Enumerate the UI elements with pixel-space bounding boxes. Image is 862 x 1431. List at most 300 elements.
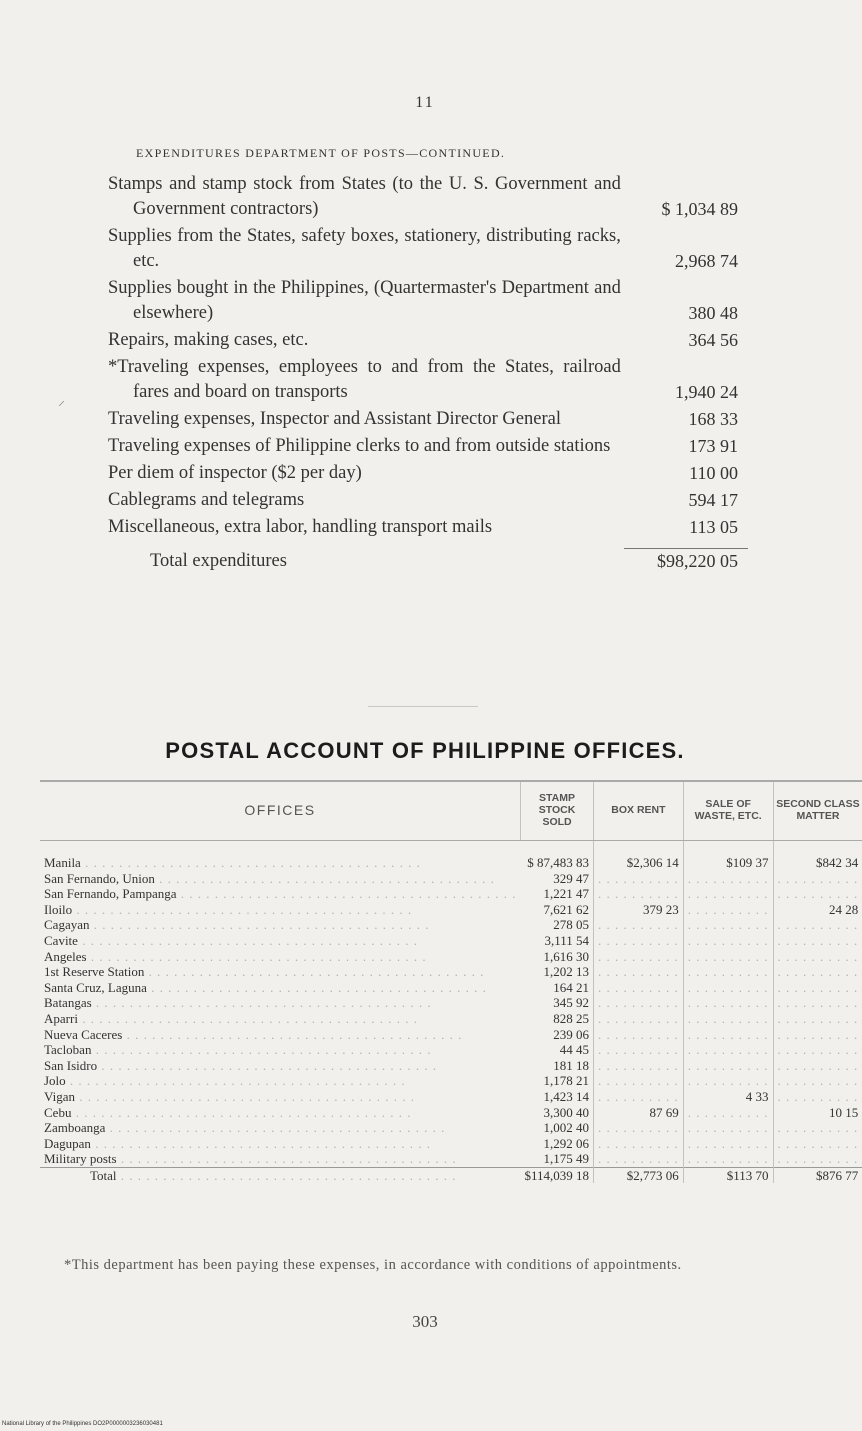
leader-dots: . . . . . . . . . . . . . . . . . . . . . . . . . . . . . . . . . . . . . . . . <box>144 964 485 980</box>
box-rent-cell <box>594 1089 684 1105</box>
expenditure-item <box>108 172 748 222</box>
stamp-stock-cell <box>521 886 594 902</box>
table-row <box>40 995 862 1011</box>
second-class-cell <box>773 917 862 933</box>
postal-account-table <box>40 780 862 1183</box>
expenditure-description: Repairs, making cases, etc. <box>108 330 309 350</box>
empty-cell-dots: . . . . . . . . . . <box>687 948 769 964</box>
second-class-cell-text: 10 15 <box>829 1104 859 1120</box>
table-row <box>40 917 862 933</box>
office-name-text: Zamboanga <box>44 1120 106 1136</box>
header-sale-of-waste: SALE OF WASTE, ETC. <box>683 781 773 841</box>
sale-of-waste-cell-text: $109 37 <box>726 855 769 870</box>
table-header-row <box>40 781 862 841</box>
empty-cell-dots: . . . . . . . . . . <box>777 1151 859 1167</box>
table-row <box>40 1073 862 1089</box>
second-class-cell-text: $876 77 <box>816 1167 859 1183</box>
sale-of-waste-cell <box>683 902 773 918</box>
office-name <box>40 995 521 1011</box>
second-class-cell <box>773 1042 862 1058</box>
empty-cell-dots: . . . . . . . . . . <box>687 1057 769 1073</box>
office-name-text: Aparri <box>44 1010 78 1026</box>
office-name-text: Dagupan <box>44 1135 91 1151</box>
sale-of-waste-cell <box>683 949 773 965</box>
empty-cell-dots: . . . . . . . . . . <box>687 1120 769 1136</box>
postal-account-title: POSTAL ACCOUNT OF PHILIPPINE OFFICES. <box>165 738 685 763</box>
header-stamp-stock: STAMP STOCK SOLD <box>521 781 594 841</box>
office-name <box>40 1151 521 1167</box>
table-row <box>40 1042 862 1058</box>
expenditure-description: Miscellaneous, extra labor, handling transport mails <box>108 517 493 537</box>
second-class-cell <box>773 1120 862 1136</box>
box-rent-cell <box>594 886 684 902</box>
office-name-text: Tacloban <box>44 1042 92 1058</box>
table-row <box>40 1011 862 1027</box>
total-row <box>40 1167 862 1183</box>
empty-cell-dots: . . . . . . . . . . <box>777 979 859 995</box>
separator-rule <box>368 706 478 707</box>
second-class-cell <box>773 886 862 902</box>
stamp-stock-cell-text: 3,300 40 <box>543 1104 590 1120</box>
office-name-text: Angeles <box>44 948 87 964</box>
expenditures-list <box>108 172 748 576</box>
office-name-text: Iloilo <box>44 901 73 917</box>
empty-cell-dots: . . . . . . . . . . <box>598 886 679 902</box>
office-name <box>40 871 521 887</box>
sale-of-waste-cell <box>683 1011 773 1027</box>
sale-of-waste-cell <box>683 917 773 933</box>
stamp-stock-cell-text: 1,616 30 <box>543 948 590 964</box>
office-name <box>40 1089 521 1105</box>
office-name <box>40 886 521 902</box>
empty-cell-dots: . . . . . . . . . . <box>598 1026 679 1042</box>
box-rent-cell <box>594 949 684 965</box>
empty-cell-dots: . . . . . . . . . . <box>598 1151 679 1167</box>
expenditure-amount: 380 48 <box>688 303 738 323</box>
second-class-cell <box>773 933 862 949</box>
office-name-text: San Fernando, Pampanga <box>44 886 177 902</box>
leader-dots: . . . . . . . . . . . . . . . . . . . . . . . . . . . . . . . . . . . . . . . . <box>91 1042 432 1058</box>
leader-dots: . . . . . . . . . . . . . . . . . . . . . . . . . . . . . . . . . . . . . . . . <box>75 1088 415 1104</box>
office-name <box>40 1011 521 1027</box>
expenditure-item <box>108 276 748 326</box>
leader-dots: . . . . . . . . . . . . . . . . . . . . . . . . . . . . . . . . . . . . . . . . <box>72 901 413 917</box>
page-number-bottom: 303 <box>412 1312 438 1331</box>
sale-of-waste-cell <box>683 1120 773 1136</box>
office-name-text: Nueva Caceres <box>44 1026 123 1042</box>
stamp-stock-cell <box>521 1105 594 1121</box>
stamp-stock-cell <box>521 949 594 965</box>
box-rent-cell <box>594 980 684 996</box>
sale-of-waste-cell <box>683 1136 773 1152</box>
empty-cell-dots: . . . . . . . . . . <box>687 1104 769 1120</box>
leader-dots: . . . . . . . . . . . . . . . . . . . . . . . . . . . . . . . . . . . . . . . . <box>65 1073 406 1089</box>
margin-mark: ⸝ <box>58 394 65 409</box>
sale-of-waste-cell <box>683 1105 773 1121</box>
empty-cell-dots: . . . . . . . . . . <box>687 1042 769 1058</box>
empty-cell-dots: . . . . . . . . . . <box>598 948 679 964</box>
office-name-text: 1st Reserve Station <box>44 964 145 980</box>
expenditure-description: Per diem of inspector ($2 per day) <box>108 463 362 483</box>
second-class-cell <box>773 902 862 918</box>
box-rent-cell <box>594 1120 684 1136</box>
box-rent-cell <box>594 1167 684 1183</box>
sale-of-waste-cell <box>683 1151 773 1167</box>
empty-cell-dots: . . . . . . . . . . <box>687 901 769 917</box>
office-name <box>40 1058 521 1074</box>
empty-cell-dots: . . . . . . . . . . <box>687 1135 769 1151</box>
box-rent-cell <box>594 841 684 871</box>
second-class-cell <box>773 1105 862 1121</box>
empty-cell-dots: . . . . . . . . . . <box>598 1057 679 1073</box>
empty-cell-dots: . . . . . . . . . . <box>777 1073 859 1089</box>
leader-dots: . . . . . . . . . . . . . . . . . . . . . . . . . . . . . . . . . . . . . . . . <box>176 886 517 902</box>
expenditure-amount: 1,940 24 <box>675 382 738 402</box>
empty-cell-dots: . . . . . . . . . . <box>687 917 769 933</box>
table-row <box>40 964 862 980</box>
expenditure-description: Traveling expenses, Inspector and Assistant Director General <box>108 409 561 429</box>
stamp-stock-cell <box>521 964 594 980</box>
empty-cell-dots: . . . . . . . . . . <box>598 1088 679 1104</box>
second-class-cell <box>773 995 862 1011</box>
sale-of-waste-cell <box>683 1089 773 1105</box>
sale-of-waste-cell <box>683 886 773 902</box>
leader-dots: . . . . . . . . . . . . . . . . . . . . . . . . . . . . . . . . . . . . . . . . <box>77 1010 418 1026</box>
leader-dots: . . . . . . . . . . . . . . . . . . . . . . . . . . . . . . . . . . . . . . . . <box>154 870 495 886</box>
stamp-stock-cell <box>521 1151 594 1167</box>
sale-of-waste-cell-text: 4 33 <box>745 1088 769 1104</box>
stamp-stock-cell <box>521 1058 594 1074</box>
sale-of-waste-cell <box>683 1058 773 1074</box>
empty-cell-dots: . . . . . . . . . . <box>598 979 679 995</box>
empty-cell-dots: . . . . . . . . . . <box>598 917 679 933</box>
office-name <box>40 949 521 965</box>
expenditure-item <box>108 407 748 432</box>
empty-cell-dots: . . . . . . . . . . <box>777 1120 859 1136</box>
box-rent-cell <box>594 933 684 949</box>
table-row <box>40 1027 862 1043</box>
stamp-stock-cell-text: 181 18 <box>553 1057 590 1073</box>
box-rent-cell <box>594 1042 684 1058</box>
archive-credit: National Library of the Philippines DO2P0000003236030481 <box>2 1421 163 1427</box>
leader-dots: . . . . . . . . . . . . . . . . . . . . . . . . . . . . . . . . . . . . . . . . <box>116 1167 457 1183</box>
stamp-stock-cell-text: 329 47 <box>553 870 590 886</box>
box-rent-cell-text: $2,306 14 <box>626 855 679 870</box>
stamp-stock-cell-text: 3,111 54 <box>544 932 590 948</box>
office-name <box>40 1136 521 1152</box>
header-offices: OFFICES <box>40 781 521 841</box>
office-name-text: Batangas <box>44 995 92 1011</box>
table-row <box>40 871 862 887</box>
sale-of-waste-cell <box>683 933 773 949</box>
empty-cell-dots: . . . . . . . . . . <box>777 1057 859 1073</box>
office-name-text: Cagayan <box>44 917 90 933</box>
office-name-text: Total <box>90 1167 117 1183</box>
stamp-stock-cell-text: 1,178 21 <box>543 1073 590 1089</box>
empty-cell-dots: . . . . . . . . . . <box>687 1073 769 1089</box>
sale-of-waste-cell <box>683 964 773 980</box>
office-name-text: Military posts <box>44 1151 117 1167</box>
empty-cell-dots: . . . . . . . . . . <box>777 1042 859 1058</box>
expenditure-amount: 364 56 <box>688 330 738 350</box>
empty-cell-dots: . . . . . . . . . . <box>598 870 679 886</box>
expenditure-amount: 173 91 <box>688 436 738 456</box>
second-class-cell <box>773 871 862 887</box>
empty-cell-dots: . . . . . . . . . . <box>687 886 769 902</box>
stamp-stock-cell-text: 1,423 14 <box>543 1088 590 1104</box>
box-rent-cell-text: $2,773 06 <box>626 1167 679 1183</box>
empty-cell-dots: . . . . . . . . . . <box>598 995 679 1011</box>
leader-dots: . . . . . . . . . . . . . . . . . . . . . . . . . . . . . . . . . . . . . . . . <box>122 1026 463 1042</box>
leader-dots: . . . . . . . . . . . . . . . . . . . . . . . . . . . . . . . . . . . . . . . . <box>80 855 421 870</box>
header-second-class: SECOND CLASS MATTER <box>773 781 862 841</box>
expenditure-item <box>108 461 748 486</box>
empty-cell-dots: . . . . . . . . . . <box>598 932 679 948</box>
empty-cell-dots: . . . . . . . . . . <box>598 1135 679 1151</box>
total-expenditures-label: Total expenditures <box>150 551 287 571</box>
stamp-stock-cell-text: 239 06 <box>553 1026 590 1042</box>
leader-dots: . . . . . . . . . . . . . . . . . . . . . . . . . . . . . . . . . . . . . . . . <box>105 1120 446 1136</box>
second-class-cell-text: 24 28 <box>829 901 859 917</box>
leader-dots: . . . . . . . . . . . . . . . . . . . . . . . . . . . . . . . . . . . . . . . . <box>86 948 427 964</box>
stamp-stock-cell <box>521 1042 594 1058</box>
office-name <box>40 902 521 918</box>
box-rent-cell <box>594 902 684 918</box>
office-name <box>40 1167 521 1183</box>
stamp-stock-cell-text: 1,002 40 <box>543 1120 590 1136</box>
table-row <box>40 1136 862 1152</box>
box-rent-cell-text: 379 23 <box>643 901 679 917</box>
expenditure-description: Supplies from the States, safety boxes, stationery, distributing racks, etc. <box>108 226 621 271</box>
office-name <box>40 917 521 933</box>
header-box-rent: BOX RENT <box>594 781 684 841</box>
office-name-text: Cavite <box>44 932 78 948</box>
box-rent-cell <box>594 1011 684 1027</box>
total-expenditures-row <box>108 548 748 574</box>
office-name <box>40 1042 521 1058</box>
expenditure-description: Cablegrams and telegrams <box>108 490 305 510</box>
expenditure-amount: $ 1,034 89 <box>661 199 738 219</box>
second-class-cell <box>773 1167 862 1183</box>
office-name <box>40 964 521 980</box>
stamp-stock-cell <box>521 902 594 918</box>
leader-dots: . . . . . . . . . . . . . . . . . . . . . . . . . . . . . . . . . . . . . . . . <box>89 917 430 933</box>
box-rent-cell <box>594 1105 684 1121</box>
office-name-text: Santa Cruz, Laguna <box>44 979 147 995</box>
empty-cell-dots: . . . . . . . . . . <box>687 932 769 948</box>
expenditure-item <box>108 224 748 274</box>
expenditure-description: Stamps and stamp stock from States (to the U. S. Government and Government contractors) <box>108 174 621 219</box>
empty-cell-dots: . . . . . . . . . . <box>777 1088 859 1104</box>
page-number-top: 11 <box>415 94 435 111</box>
leader-dots: . . . . . . . . . . . . . . . . . . . . . . . . . . . . . . . . . . . . . . . . <box>90 1135 431 1151</box>
table-row <box>40 933 862 949</box>
box-rent-cell <box>594 1151 684 1167</box>
office-name-text: Jolo <box>44 1073 66 1089</box>
second-class-cell <box>773 949 862 965</box>
box-rent-cell <box>594 964 684 980</box>
expenditure-amount: 168 33 <box>688 409 738 429</box>
empty-cell-dots: . . . . . . . . . . <box>777 917 859 933</box>
box-rent-cell <box>594 995 684 1011</box>
sale-of-waste-cell <box>683 995 773 1011</box>
stamp-stock-cell-text: $114,039 18 <box>524 1167 590 1183</box>
empty-cell-dots: . . . . . . . . . . <box>777 1026 859 1042</box>
expenditure-description: Supplies bought in the Philippines, (Quartermaster's Department and elsewhere) <box>108 278 621 323</box>
empty-cell-dots: . . . . . . . . . . <box>777 886 859 902</box>
box-rent-cell <box>594 1136 684 1152</box>
second-class-cell <box>773 1073 862 1089</box>
empty-cell-dots: . . . . . . . . . . <box>777 870 859 886</box>
stamp-stock-cell-text: 44 45 <box>559 1042 590 1058</box>
total-expenditures-amount: $98,220 05 <box>624 548 748 574</box>
empty-cell-dots: . . . . . . . . . . <box>777 1135 859 1151</box>
box-rent-cell <box>594 1073 684 1089</box>
expenditure-description: *Traveling expenses, employees to and from the States, railroad fares and board on transports <box>108 357 621 402</box>
leader-dots: . . . . . . . . . . . . . . . . . . . . . . . . . . . . . . . . . . . . . . . . <box>146 979 487 995</box>
table-row <box>40 886 862 902</box>
box-rent-cell <box>594 1058 684 1074</box>
office-name-text: San Fernando, Union <box>44 870 155 886</box>
empty-cell-dots: . . . . . . . . . . <box>598 1010 679 1026</box>
empty-cell-dots: . . . . . . . . . . <box>598 1073 679 1089</box>
stamp-stock-cell-text: 1,202 13 <box>543 964 590 980</box>
table-row <box>40 902 862 918</box>
stamp-stock-cell-text: $ 87,483 83 <box>527 855 590 870</box>
expenditure-description: Traveling expenses of Philippine clerks to and from outside stations <box>108 436 611 456</box>
leader-dots: . . . . . . . . . . . . . . . . . . . . . . . . . . . . . . . . . . . . . . . . <box>71 1104 412 1120</box>
table-row <box>40 1058 862 1074</box>
table-row <box>40 949 862 965</box>
sale-of-waste-cell <box>683 871 773 887</box>
stamp-stock-cell-text: 164 21 <box>553 979 590 995</box>
leader-dots: . . . . . . . . . . . . . . . . . . . . . . . . . . . . . . . . . . . . . . . . <box>97 1057 438 1073</box>
second-class-cell <box>773 1058 862 1074</box>
expenditure-amount: 2,968 74 <box>675 251 738 271</box>
leader-dots: . . . . . . . . . . . . . . . . . . . . . . . . . . . . . . . . . . . . . . . . <box>91 995 432 1011</box>
sale-of-waste-cell <box>683 1073 773 1089</box>
stamp-stock-cell <box>521 1136 594 1152</box>
office-name <box>40 1073 521 1089</box>
sale-of-waste-cell-text: $113 70 <box>726 1167 769 1183</box>
sale-of-waste-cell <box>683 841 773 871</box>
stamp-stock-cell-text: 278 05 <box>553 917 590 933</box>
empty-cell-dots: . . . . . . . . . . <box>687 995 769 1011</box>
expenditure-item <box>108 488 748 513</box>
stamp-stock-cell <box>521 980 594 996</box>
stamp-stock-cell <box>521 1167 594 1183</box>
table-row <box>40 841 862 871</box>
stamp-stock-cell-text: 1,221 47 <box>543 886 590 902</box>
second-class-cell-text: $842 34 <box>816 855 859 870</box>
office-name <box>40 841 521 871</box>
stamp-stock-cell-text: 1,292 06 <box>543 1135 590 1151</box>
stamp-stock-cell <box>521 1073 594 1089</box>
second-class-cell <box>773 1151 862 1167</box>
expenditure-amount: 113 05 <box>689 517 738 537</box>
office-name <box>40 1120 521 1136</box>
stamp-stock-cell <box>521 1011 594 1027</box>
sale-of-waste-cell <box>683 1027 773 1043</box>
stamp-stock-cell <box>521 917 594 933</box>
empty-cell-dots: . . . . . . . . . . <box>687 870 769 886</box>
second-class-cell <box>773 1136 862 1152</box>
empty-cell-dots: . . . . . . . . . . <box>777 995 859 1011</box>
stamp-stock-cell-text: 7,621 62 <box>543 901 590 917</box>
second-class-cell <box>773 1011 862 1027</box>
stamp-stock-cell <box>521 933 594 949</box>
box-rent-cell <box>594 1027 684 1043</box>
office-name <box>40 933 521 949</box>
empty-cell-dots: . . . . . . . . . . <box>687 1026 769 1042</box>
expenditure-item <box>108 355 748 405</box>
office-name-text: San Isidro <box>44 1057 98 1073</box>
stamp-stock-cell <box>521 1027 594 1043</box>
box-rent-cell <box>594 871 684 887</box>
empty-cell-dots: . . . . . . . . . . <box>777 932 859 948</box>
expenditure-amount: 110 00 <box>689 463 738 483</box>
footnote: *This department has been paying these expenses, in accordance with conditions of appointments. <box>64 1257 682 1273</box>
stamp-stock-cell <box>521 841 594 871</box>
empty-cell-dots: . . . . . . . . . . <box>777 1010 859 1026</box>
office-name-text: Vigan <box>44 1088 75 1104</box>
expenditure-amount: 594 17 <box>688 490 738 510</box>
empty-cell-dots: . . . . . . . . . . <box>687 1151 769 1167</box>
sale-of-waste-cell <box>683 1042 773 1058</box>
expenditure-item <box>108 434 748 459</box>
sale-of-waste-cell <box>683 1167 773 1183</box>
office-name <box>40 1027 521 1043</box>
section-heading: EXPENDITURES DEPARTMENT OF POSTS—CONTINUED. <box>136 146 506 160</box>
table-row <box>40 1120 862 1136</box>
leader-dots: . . . . . . . . . . . . . . . . . . . . . . . . . . . . . . . . . . . . . . . . <box>116 1151 457 1167</box>
stamp-stock-cell <box>521 1120 594 1136</box>
second-class-cell <box>773 964 862 980</box>
empty-cell-dots: . . . . . . . . . . <box>687 964 769 980</box>
leader-dots: . . . . . . . . . . . . . . . . . . . . . . . . . . . . . . . . . . . . . . . . <box>77 932 418 948</box>
second-class-cell <box>773 980 862 996</box>
empty-cell-dots: . . . . . . . . . . <box>777 948 859 964</box>
stamp-stock-cell-text: 828 25 <box>553 1010 590 1026</box>
stamp-stock-cell <box>521 1089 594 1105</box>
table-row <box>40 980 862 996</box>
second-class-cell <box>773 1089 862 1105</box>
table-row <box>40 1089 862 1105</box>
stamp-stock-cell <box>521 995 594 1011</box>
empty-cell-dots: . . . . . . . . . . <box>598 964 679 980</box>
second-class-cell <box>773 1027 862 1043</box>
box-rent-cell <box>594 917 684 933</box>
sale-of-waste-cell <box>683 980 773 996</box>
expenditure-item <box>108 515 748 540</box>
expenditure-item <box>108 328 748 353</box>
stamp-stock-cell-text: 345 92 <box>553 995 590 1011</box>
empty-cell-dots: . . . . . . . . . . <box>598 1120 679 1136</box>
stamp-stock-cell <box>521 871 594 887</box>
office-name-text: Manila <box>44 855 81 870</box>
office-name <box>40 980 521 996</box>
stamp-stock-cell-text: 1,175 49 <box>543 1151 590 1167</box>
box-rent-cell-text: 87 69 <box>649 1104 679 1120</box>
empty-cell-dots: . . . . . . . . . . <box>687 979 769 995</box>
empty-cell-dots: . . . . . . . . . . <box>687 1010 769 1026</box>
office-name <box>40 1105 521 1121</box>
empty-cell-dots: . . . . . . . . . . <box>777 964 859 980</box>
office-name-text: Cebu <box>44 1104 72 1120</box>
table-row <box>40 1151 862 1167</box>
empty-cell-dots: . . . . . . . . . . <box>598 1042 679 1058</box>
table-row <box>40 1105 862 1121</box>
